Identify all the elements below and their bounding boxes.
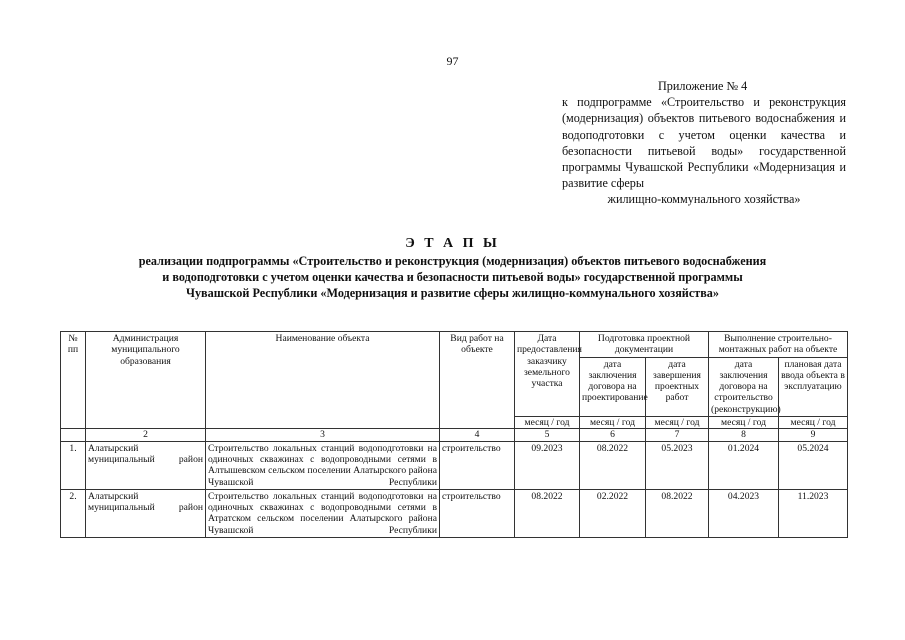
unit-cell: месяц / год — [779, 417, 848, 429]
unit-cell: месяц / год — [709, 417, 779, 429]
header-admin: Администрация муниципального образования — [86, 332, 206, 429]
column-number: 7 — [646, 429, 709, 441]
header-design-group: Подготовка проектной документации — [580, 332, 709, 358]
row-work-type: строительство — [440, 489, 515, 537]
header-design-contract: дата заключения договора на проектирование — [580, 357, 646, 416]
appendix-title: Приложение № 4 — [658, 79, 748, 93]
header-work-type: Вид работ на объекте — [440, 332, 515, 429]
row-land-date: 08.2022 — [515, 489, 580, 537]
header-number: № пп — [61, 332, 86, 429]
appendix-text: к подпрограмме «Строительство и реконструкция (модернизация) объектов питьевого водоснабжения и водоподготовки с учетом оценки качества и безопасности питьевой воды» государственной программы Чувашской Республики «Модернизация и развитие сферы — [562, 95, 846, 191]
table-header-row — [61, 332, 848, 358]
appendix-block — [562, 78, 846, 208]
document-subtitle — [0, 253, 905, 301]
subtitle-line-3: Чувашской Республики «Модернизация и развитие сферы жилищно-коммунального хозяйства» — [186, 286, 719, 300]
unit-cell: месяц / год — [646, 417, 709, 429]
page-number: 97 — [446, 54, 459, 68]
row-object: Строительство локальных станций водоподготовки на одиночных скважинах с водопроводными сетями в Алтышевском сельском поселении Алатырского района Чувашской Республики — [206, 441, 440, 489]
table-row — [61, 441, 848, 489]
header-design-end: дата завершения проектных работ — [646, 357, 709, 416]
header-object: Наименование объекта — [206, 332, 440, 429]
unit-cell: месяц / год — [580, 417, 646, 429]
table-column-numbers-row — [61, 429, 848, 441]
column-number: 8 — [709, 429, 779, 441]
row-land-date: 09.2023 — [515, 441, 580, 489]
column-number: 3 — [206, 429, 440, 441]
row-commission: 11.2023 — [779, 489, 848, 537]
row-design-end: 08.2022 — [646, 489, 709, 537]
header-build-group: Выполнение строительно-монтажных работ на объекте — [709, 332, 848, 358]
appendix-last-line: жилищно-коммунального хозяйства» — [607, 192, 801, 207]
column-number: 5 — [515, 429, 580, 441]
row-object: Строительство локальных станций водоподготовки на одиночных скважинах с водопроводными сетями в Атратском сельском поселении Алатырского района Чувашской Республики — [206, 489, 440, 537]
row-commission: 05.2024 — [779, 441, 848, 489]
row-design-contract: 08.2022 — [580, 441, 646, 489]
column-number: 4 — [440, 429, 515, 441]
row-build-contract: 04.2023 — [709, 489, 779, 537]
stages-table — [60, 331, 848, 538]
column-number: 9 — [779, 429, 848, 441]
row-number: 1. — [61, 441, 86, 489]
row-build-contract: 01.2024 — [709, 441, 779, 489]
header-land-date: Дата предоставления заказчику земельного участка — [515, 332, 580, 417]
table-row — [61, 489, 848, 537]
document-title: Э Т А П Ы — [405, 236, 500, 251]
row-admin: Алатырский муниципальный район — [86, 441, 206, 489]
column-number — [61, 429, 86, 441]
row-design-contract: 02.2022 — [580, 489, 646, 537]
column-number: 6 — [580, 429, 646, 441]
row-design-end: 05.2023 — [646, 441, 709, 489]
header-build-contract: дата заключения договора на строительство (реконструкцию) — [709, 357, 779, 416]
row-number: 2. — [61, 489, 86, 537]
subtitle-line-2: и водоподготовки с учетом оценки качества и безопасности питьевой воды» государственной программы — [162, 270, 743, 284]
unit-cell: месяц / год — [515, 417, 580, 429]
subtitle-line-1: реализации подпрограммы «Строительство и реконструкция (модернизация) объектов питьевого водоснабжения — [138, 254, 767, 268]
column-number: 2 — [86, 429, 206, 441]
row-admin: Алатырский муниципальный район — [86, 489, 206, 537]
header-commission: плановая дата ввода объекта в эксплуатацию — [779, 357, 848, 416]
row-work-type: строительство — [440, 441, 515, 489]
